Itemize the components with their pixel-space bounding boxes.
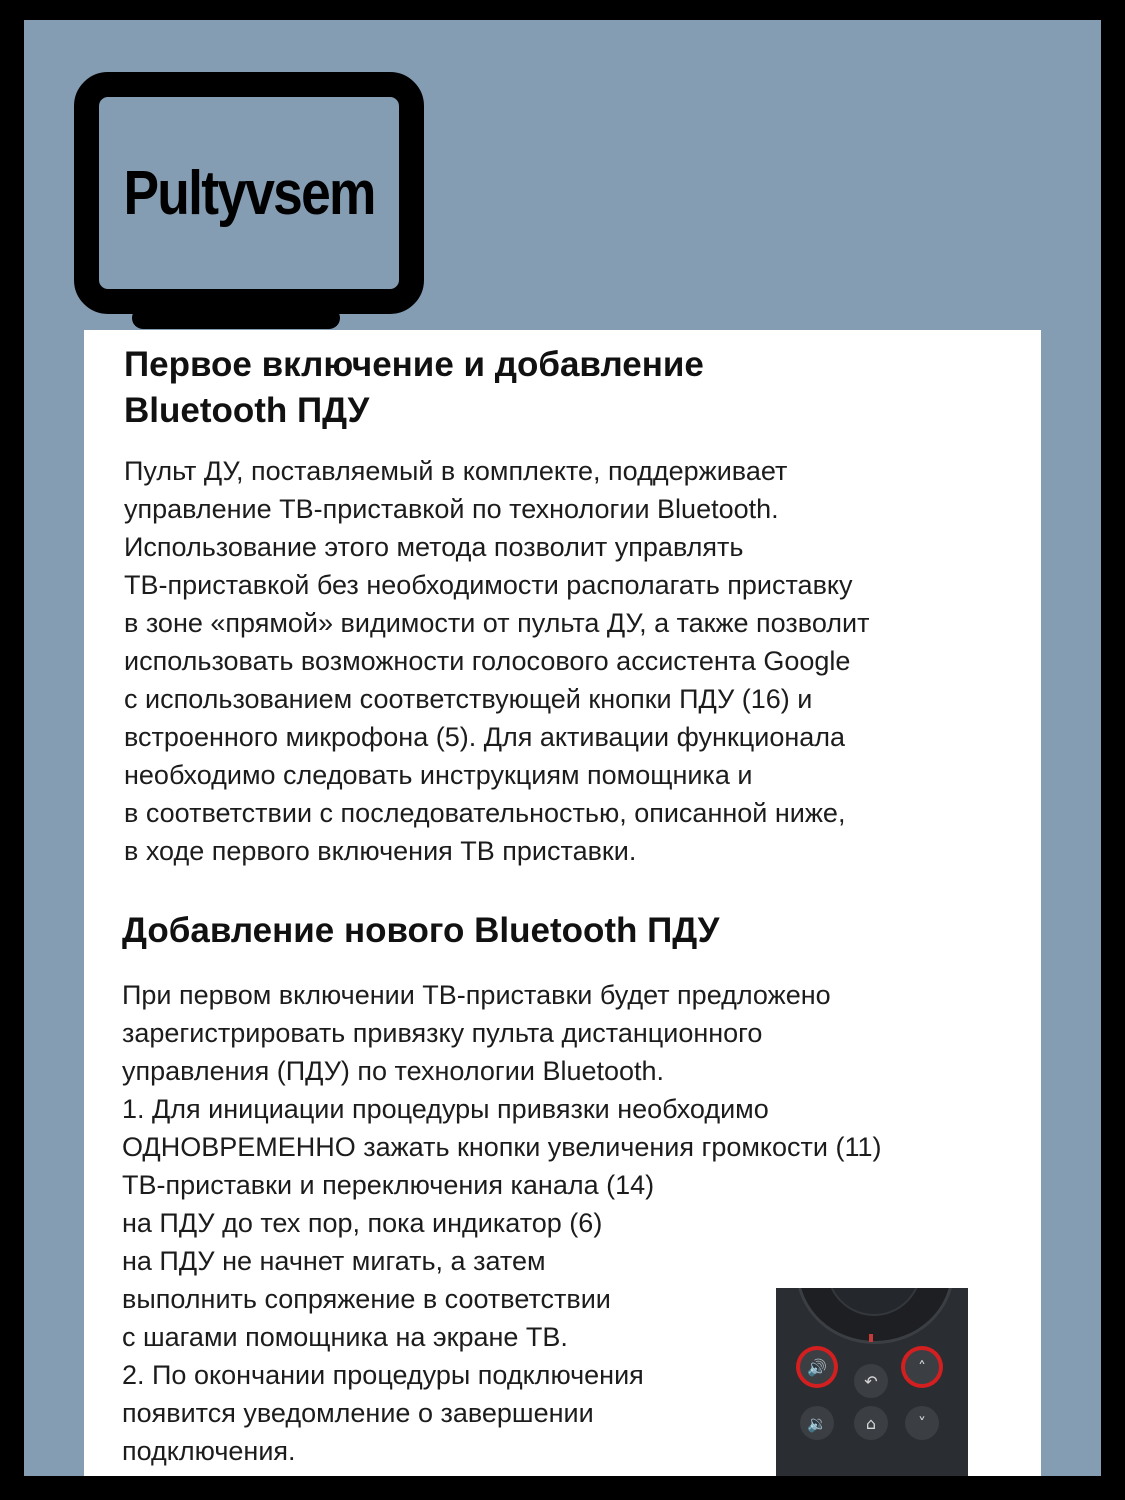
body-line: на ПДУ до тех пор, пока индикатор (6) <box>122 1208 603 1238</box>
indicator-led <box>869 1334 873 1342</box>
body-line: подключения. <box>122 1436 296 1466</box>
section1-title <box>124 342 984 434</box>
body-line: ТВ-приставкой без необходимости располагать приставку <box>124 570 853 600</box>
section1-title-line: Первое включение и добавление <box>124 345 704 384</box>
body-line: При первом включении ТВ-приставки будет предложено <box>122 980 831 1010</box>
body-line: необходимо следовать инструкциям помощника и <box>124 760 753 790</box>
body-line: с шагами помощника на экране ТВ. <box>122 1322 568 1352</box>
logo-tv-frame <box>74 72 424 314</box>
logo-text: Pultyvsem <box>123 158 375 228</box>
back-icon: ↶ <box>854 1364 888 1398</box>
body-line: с использованием соответствующей кнопки ПДУ (16) и <box>124 684 813 714</box>
content-card <box>84 330 1041 1476</box>
background-panel <box>24 20 1101 1476</box>
remote-photo <box>776 1288 968 1476</box>
body-line: зарегистрировать привязку пульта дистанционного <box>122 1018 763 1048</box>
section1-title-line: Bluetooth ПДУ <box>124 391 370 430</box>
home-icon: ⌂ <box>854 1406 888 1440</box>
body-line: Использование этого метода позволит управлять <box>124 532 744 562</box>
body-line: в зоне «прямой» видимости от пульта ДУ, а также позволит <box>124 608 870 638</box>
body-line: 2. По окончании процедуры подключения <box>122 1360 644 1390</box>
volume-down-icon: 🔉 <box>800 1406 834 1440</box>
body-line: ОДНОВРЕМЕННО зажать кнопки увеличения громкости (11) <box>122 1132 882 1162</box>
body-line: в ходе первого включения ТВ приставки. <box>124 836 637 866</box>
body-line: управление ТВ-приставкой по технологии Bluetooth. <box>124 494 779 524</box>
body-line: встроенного микрофона (5). Для активации функционала <box>124 722 846 752</box>
body-line: управления (ПДУ) по технологии Bluetooth. <box>122 1056 665 1086</box>
channel-up-icon: ˄ <box>905 1350 939 1384</box>
body-line: в соответствии с последовательностью, описанной ниже, <box>124 798 846 828</box>
body-line: 1. Для инициации процедуры привязки необходимо <box>122 1094 769 1124</box>
body-line: появится уведомление о завершении <box>122 1398 594 1428</box>
body-line: ТВ-приставки и переключения канала (14) <box>122 1170 655 1200</box>
section1-body <box>124 452 1004 870</box>
volume-up-icon: 🔊 <box>800 1350 834 1384</box>
logo-tv-stand <box>132 307 340 329</box>
section2-title: Добавление нового Bluetooth ПДУ <box>122 911 720 950</box>
body-line: на ПДУ не начнет мигать, а затем <box>122 1246 546 1276</box>
body-line: Пульт ДУ, поставляемый в комплекте, поддерживает <box>124 456 788 486</box>
channel-down-icon: ˅ <box>905 1406 939 1440</box>
body-line: использовать возможности голосового ассистента Google <box>124 646 851 676</box>
body-line: выполнить сопряжение в соответствии <box>122 1284 611 1314</box>
